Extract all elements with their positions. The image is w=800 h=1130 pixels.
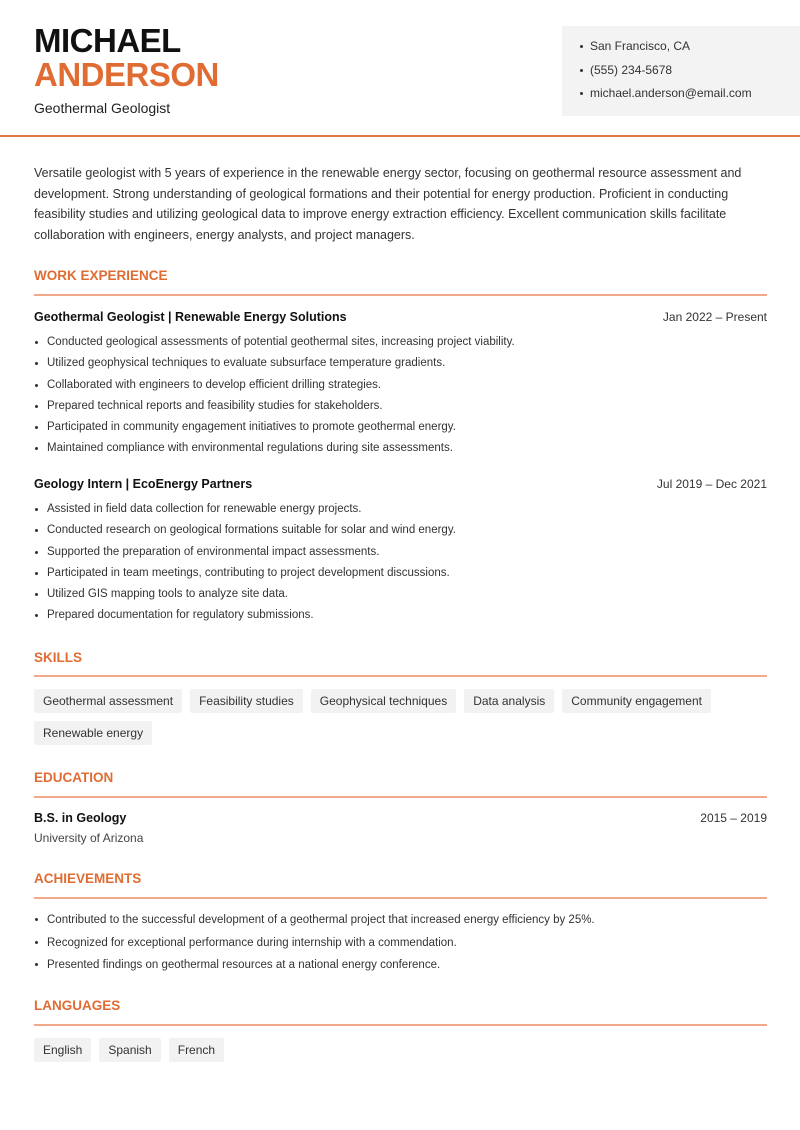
language-tag: French	[169, 1038, 224, 1062]
list-item: Collaborated with engineers to develop efficient drilling strategies.	[34, 375, 767, 396]
job-heading: Geology Intern | EcoEnergy Partners	[34, 477, 253, 491]
resume-header	[0, 0, 800, 137]
contact-box	[562, 26, 800, 116]
divider	[34, 675, 767, 677]
contact-location: San Francisco, CA	[580, 35, 800, 59]
contact-phone: (555) 234-5678	[580, 59, 800, 83]
job-title: Geothermal Geologist	[34, 100, 171, 116]
skill-tag: Feasibility studies	[190, 689, 303, 713]
list-item: Conducted geological assessments of potential geothermal sites, increasing project viability.	[34, 332, 767, 353]
first-name: MICHAEL	[34, 22, 181, 59]
job-bullets	[34, 332, 767, 460]
education-school: University of Arizona	[34, 831, 144, 845]
skill-tag: Community engagement	[562, 689, 711, 713]
education-dates: 2015 – 2019	[700, 811, 767, 825]
section-title-languages: LANGUAGES	[34, 998, 121, 1013]
divider	[34, 294, 767, 296]
section-title-education: EDUCATION	[34, 770, 114, 785]
divider	[34, 796, 767, 798]
achievements-list	[34, 909, 767, 977]
list-item: Contributed to the successful development of a geothermal project that increased energy efficiency by 25%.	[34, 909, 767, 932]
list-item: Utilized geophysical techniques to evaluate subsurface temperature gradients.	[34, 353, 767, 374]
list-item: Prepared technical reports and feasibility studies for stakeholders.	[34, 396, 767, 417]
list-item: Participated in team meetings, contributing to project development discussions.	[34, 563, 767, 584]
contact-email[interactable]: michael.anderson@email.com	[580, 82, 800, 106]
skill-tag: Data analysis	[464, 689, 554, 713]
skill-tag: Geophysical techniques	[311, 689, 456, 713]
language-tag: English	[34, 1038, 91, 1062]
skills-tags	[34, 689, 774, 745]
job-dates: Jan 2022 – Present	[662, 310, 767, 324]
list-item: Conducted research on geological formations suitable for solar and wind energy.	[34, 520, 767, 541]
list-item: Participated in community engagement initiatives to promote geothermal energy.	[34, 417, 767, 438]
job-bullets	[34, 499, 767, 627]
summary: Versatile geologist with 5 years of experience in the renewable energy sector, focusing on geothermal resource assessment and development. Strong understanding of geological formations and their potential for energy production. Proficient in conducting feasibility studies and utilizing geological data to improve energy extraction efficiency. Excellent communication skills facilitate collaboration with engineers, energy analysts, and project managers.	[34, 166, 742, 242]
skill-tag: Renewable energy	[34, 721, 152, 745]
list-item: Maintained compliance with environmental regulations during site assessments.	[34, 438, 767, 459]
last-name: ANDERSON	[34, 56, 219, 93]
education-degree: B.S. in Geology	[34, 811, 127, 825]
skill-tag: Geothermal assessment	[34, 689, 182, 713]
list-item: Recognized for exceptional performance during internship with a commendation.	[34, 932, 767, 955]
list-item: Utilized GIS mapping tools to analyze site data.	[34, 584, 767, 605]
list-item: Supported the preparation of environmental impact assessments.	[34, 542, 767, 563]
job-dates: Jul 2019 – Dec 2021	[656, 477, 767, 491]
section-title-achievements: ACHIEVEMENTS	[34, 871, 142, 886]
divider	[34, 897, 767, 899]
language-tag: Spanish	[99, 1038, 160, 1062]
divider	[34, 1024, 767, 1026]
language-tags	[34, 1038, 774, 1062]
list-item: Presented findings on geothermal resources at a national energy conference.	[34, 954, 767, 977]
section-title-work: WORK EXPERIENCE	[34, 268, 168, 283]
section-title-skills: SKILLS	[34, 650, 83, 665]
job-heading: Geothermal Geologist | Renewable Energy Solutions	[34, 310, 347, 324]
list-item: Assisted in field data collection for renewable energy projects.	[34, 499, 767, 520]
list-item: Prepared documentation for regulatory submissions.	[34, 605, 767, 626]
